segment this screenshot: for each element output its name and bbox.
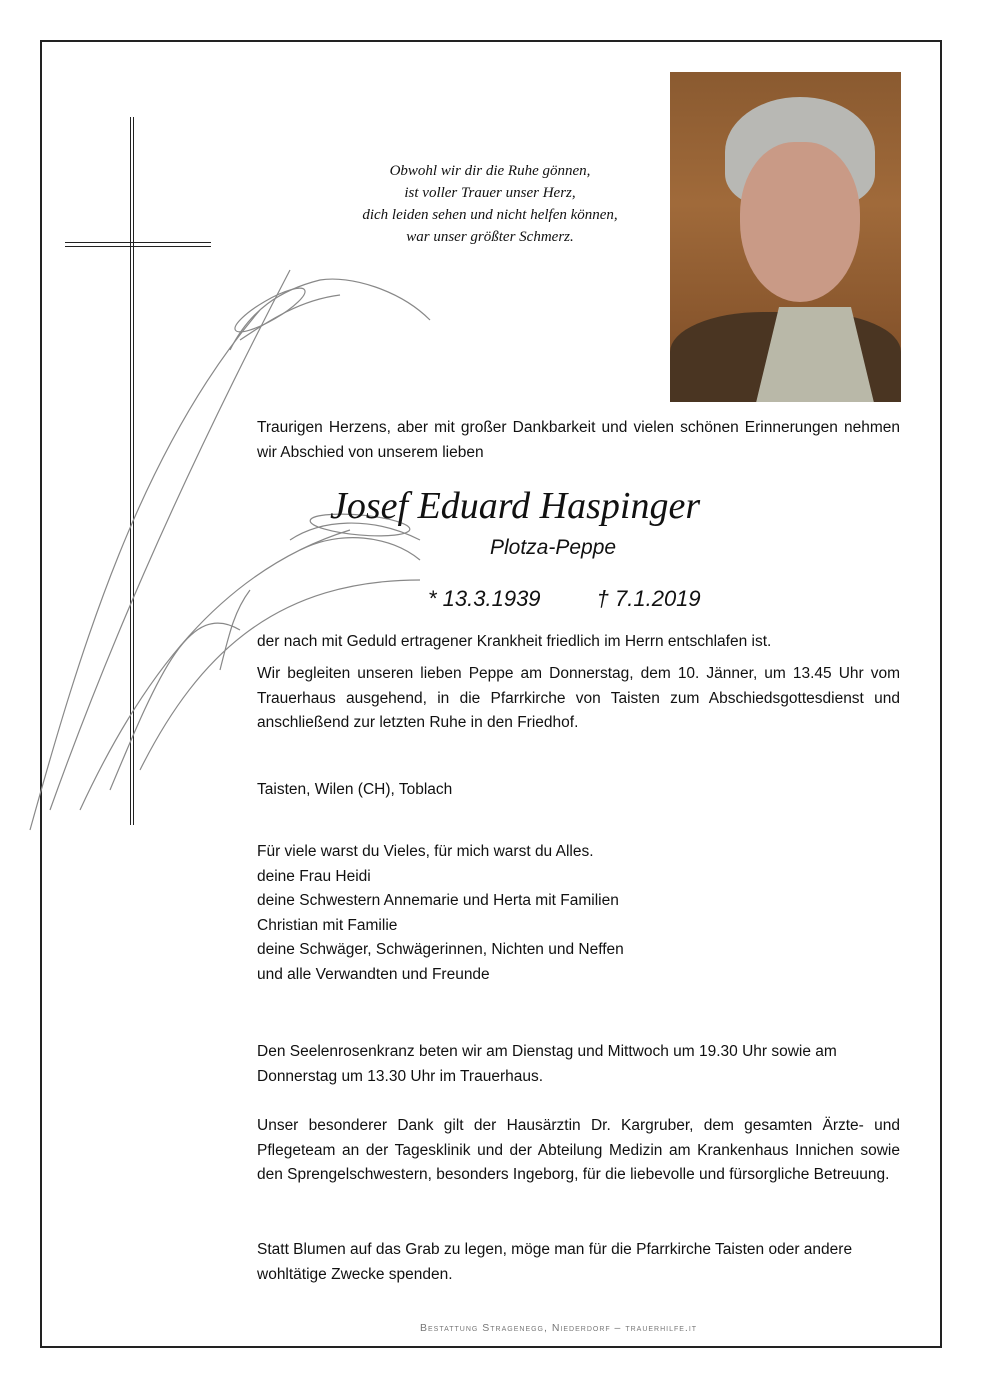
thanks-text: Unser besonderer Dank gilt der Hausärztin Dr. Kargruber, dem gesamten Ärzte- und Pflegeteam an der Tagesklinik und der Abteilung Medizin am Krankenhaus Innichen sowie den Sprengelschwestern, besonders Ingeborg, für die liebevolle und fürsorgliche Betreuung. <box>257 1117 900 1183</box>
nickname: Plotza-Peppe <box>490 536 617 559</box>
poem-line: dich leiden sehen und nicht helfen können, <box>362 207 618 223</box>
deceased-name: Josef Eduard Haspinger <box>330 485 701 527</box>
death-date: † 7.1.2019 <box>596 586 701 611</box>
death-text: der nach mit Geduld ertragener Krankheit friedlich im Herrn entschlafen ist. <box>257 633 772 650</box>
mourner: deine Schwestern Annemarie und Herta mit Familien <box>257 892 619 909</box>
rosary-text: Den Seelenrosenkranz beten wir am Dienstag und Mittwoch um 19.30 Uhr sowie am Donnerstag um 13.30 Uhr im Trauerhaus. <box>257 1043 837 1085</box>
poem-line: Obwohl wir dir die Ruhe gönnen, <box>389 163 591 179</box>
cross-bar <box>65 242 211 247</box>
donation-text: Statt Blumen auf das Grab zu legen, möge man für die Pfarrkirche Taisten oder andere wohltätige Zwecke spenden. <box>257 1241 853 1283</box>
poem <box>340 160 640 248</box>
funeral-text: Wir begleiten unseren lieben Peppe am Donnerstag, dem 10. Jänner, um 13.45 Uhr vom Trauerhaus ausgehend, in die Pfarrkirche von Taisten zum Abschiedsgottesdienst und anschließend zur letzten Ruhe in den Friedhof. <box>257 665 900 731</box>
birth-date: * 13.3.1939 <box>428 586 541 611</box>
wheat-illustration <box>20 250 440 850</box>
poem-line: war unser größter Schmerz. <box>406 229 574 245</box>
mourner: deine Schwäger, Schwägerinnen, Nichten und Neffen <box>257 941 624 958</box>
mourners-list <box>257 840 900 987</box>
places: Taisten, Wilen (CH), Toblach <box>257 781 453 798</box>
mourner: Für viele warst du Vieles, für mich warst du Alles. <box>257 843 594 860</box>
mourner: Christian mit Familie <box>257 916 398 934</box>
poem-line: ist voller Trauer unser Herz, <box>404 185 576 201</box>
footer-credit: Bestattung Stragenegg, Niederdorf – trauerhilfe.it <box>420 1322 698 1334</box>
portrait-photo <box>670 72 901 402</box>
mourner: deine Frau Heidi <box>257 867 371 885</box>
intro-text: Traurigen Herzens, aber mit großer Dankbarkeit und vielen schönen Erinnerungen nehmen wir Abschied von unserem lieben <box>257 419 900 461</box>
mourner: und alle Verwandten und Freunde <box>257 965 490 983</box>
life-dates <box>428 586 751 612</box>
